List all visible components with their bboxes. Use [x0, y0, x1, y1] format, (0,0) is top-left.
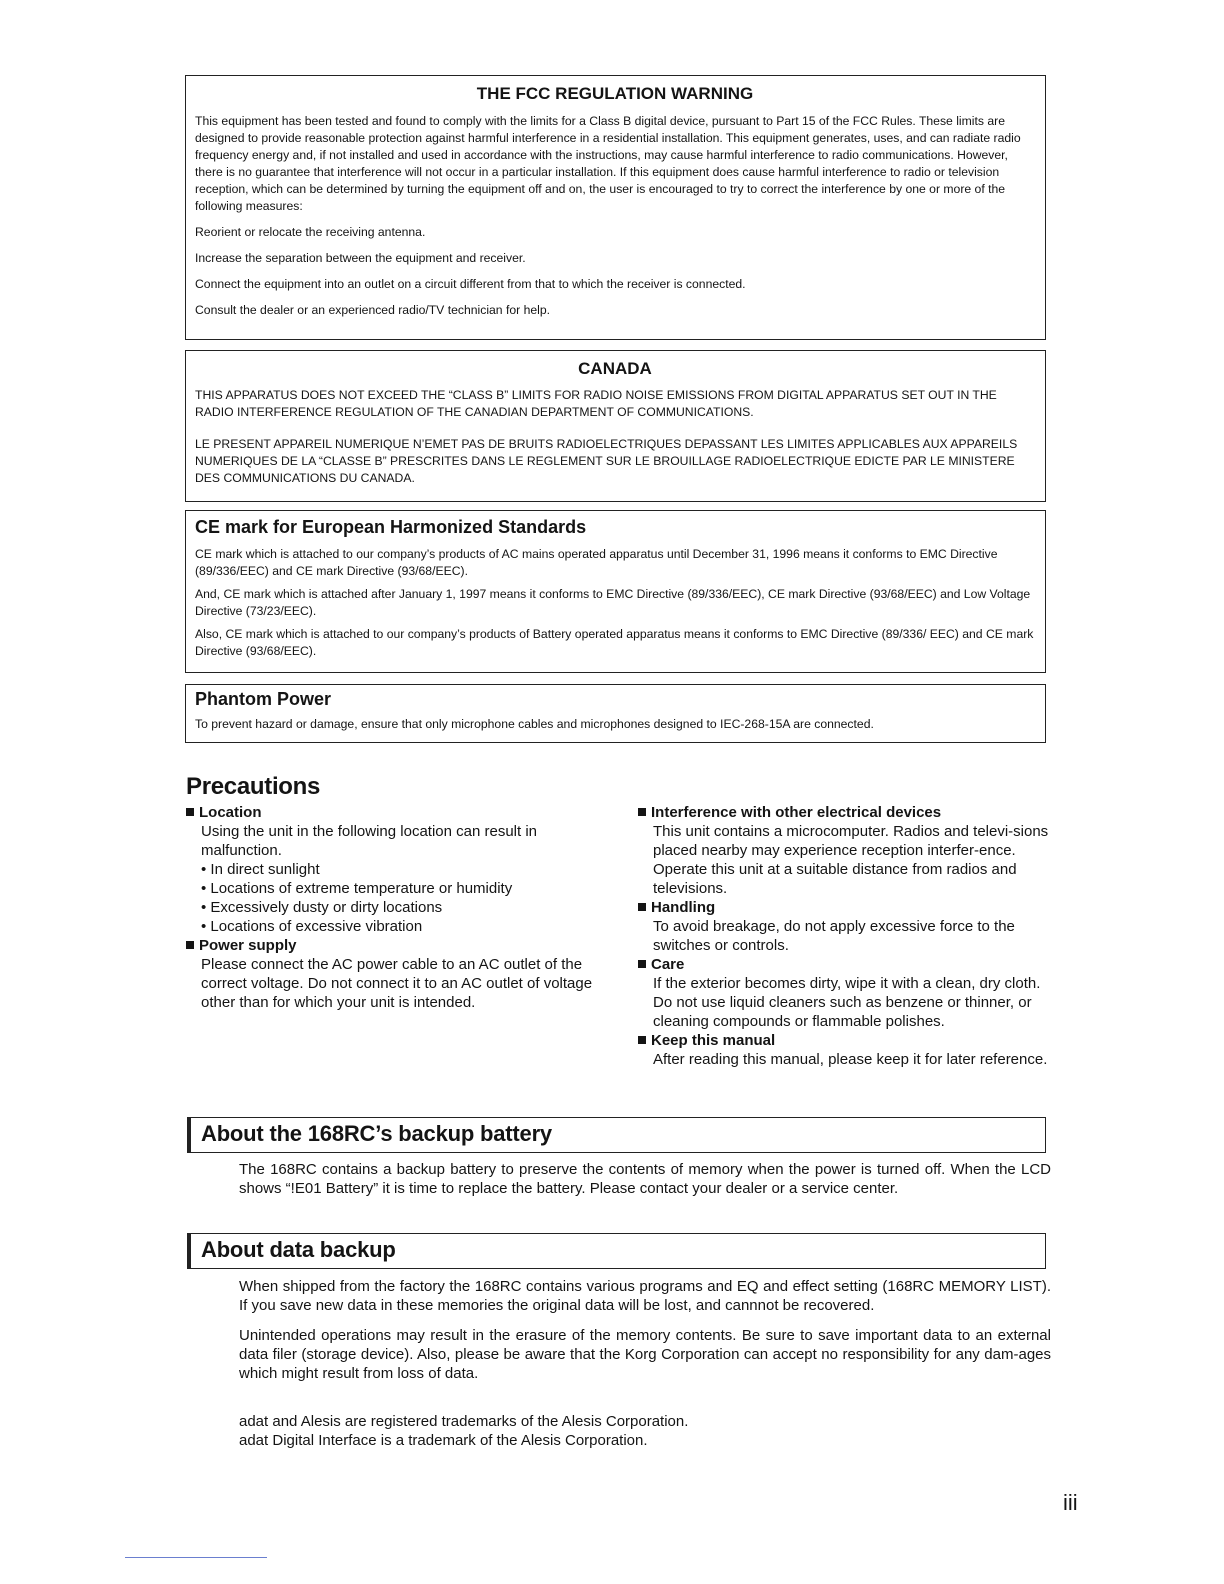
canada-french: LE PRESENT APPAREIL NUMERIQUE N’EMET PAS DE BRUITS RADIOELECTRIQUES DEPASSANT LES LIMITES APPLICABLES AUX APPAREILS NUMERIQUES DE LA “CLASSE B” PRESCRITES DANS LE REGLEMENT SUR LE BROUILLAGE RADIOELECTRIQUE EDICTE PAR LE MINISTERE DES COMMUNICATIONS DU CANADA. [195, 437, 1018, 485]
ce-paragraph: Also, CE mark which is attached to our company’s products of Battery operated apparatus means it conforms to EMC Directive (89/336/ EEC) and CE mark Directive (93/68/EEC). [195, 627, 1034, 658]
interference-text: This unit contains a microcomputer. Radios and televi-sions placed nearby may experience reception interfer-ence. Operate this unit at a suitable distance from radios and televisions. [653, 823, 1049, 897]
trademark-line: adat Digital Interface is a trademark of the Alesis Corporation. [239, 1432, 648, 1449]
canada-english: THIS APPARATUS DOES NOT EXCEED THE “CLASS B” LIMITS FOR RADIO NOISE EMISSIONS FROM DIGITAL APPARATUS SET OUT IN THE RADIO INTERFERENCE REGULATION OF THE CANADIAN DEPARTMENT OF COMMUNICATIONS. [195, 388, 997, 419]
data-backup-para2: Unintended operations may result in the erasure of the memory contents. Be sure to save important data to an external data filer (storage device). Also, please be aware that the Korg Corporation can accept no responsibility for any dam-ages which might result from loss of data. [239, 1327, 1051, 1382]
care-text: If the exterior becomes dirty, wipe it with a clean, dry cloth. Do not use liquid cleaners such as benzene or thinner, or cleaning compounds or flammable polishes. [653, 975, 1041, 1030]
canada-box [185, 350, 1046, 502]
location-heading [186, 803, 606, 822]
phantom-text: To prevent hazard or damage, ensure that only microphone cables and microphones designed to IEC-268-15A are connected. [195, 717, 874, 731]
precautions-title: Precautions [186, 773, 321, 800]
handling-heading [638, 898, 1058, 917]
handling-heading-label: Handling [651, 899, 716, 916]
data-backup-para1: When shipped from the factory the 168RC contains various programs and EQ and effect setting (168RC MEMORY LIST). If you save new data in these memories the original data will be lost, and cannnot be recovered. [239, 1278, 1051, 1314]
fcc-measure: Consult the dealer or an experienced radio/TV technician for help. [195, 303, 551, 317]
location-item: • In direct sunlight [201, 861, 320, 878]
location-heading-label: Location [199, 804, 262, 821]
precautions-left-column [186, 803, 606, 1012]
square-bullet-icon [638, 1036, 646, 1044]
fcc-measure: Connect the equipment into an outlet on a circuit different from that to which the receiver is connected. [195, 277, 746, 291]
square-bullet-icon [638, 808, 646, 816]
canada-title: CANADA [578, 359, 652, 378]
ce-paragraph: CE mark which is attached to our company’s products of AC mains operated apparatus until December 31, 1996 means it conforms to EMC Directive (89/336/EEC) and CE mark Directive (93/68/EEC). [195, 547, 998, 578]
keep-manual-heading [638, 1031, 1058, 1050]
power-supply-text: Please connect the AC power cable to an AC outlet of the correct voltage. Do not connect it to an AC outlet of voltage other than for which your unit is intended. [201, 956, 593, 1011]
keep-manual-heading-label: Keep this manual [651, 1032, 776, 1049]
location-text: Using the unit in the following location can result in malfunction. [201, 823, 538, 859]
keep-manual-text: After reading this manual, please keep it for later reference. [653, 1051, 1048, 1068]
fcc-intro: This equipment has been tested and found to comply with the limits for a Class B digital device, pursuant to Part 15 of the FCC Rules. These limits are designed to provide reasonable protection against harmful interference in a residential installation. This equipment generates, uses, and can radiate radio frequency energy and, if not installed and used in accordance with the instructions, may cause harmful interference to radio communications. However, there is no guarantee that interference will not occur in a particular installation. If this equipment does cause harmful interference to radio or television reception, which can be determined by turning the equipment off and on, the user is encouraged to try to correct the interference by one or more of the following measures: [195, 114, 1021, 213]
battery-title: About the 168RC’s backup battery [201, 1121, 552, 1146]
ce-paragraph: And, CE mark which is attached after January 1, 1997 means it conforms to EMC Directive (89/336/EEC), CE mark Directive (93/68/EEC) and Low Voltage Directive (73/23/EEC). [195, 587, 1031, 618]
precautions-right-column [638, 803, 1058, 1069]
square-bullet-icon [186, 941, 194, 949]
interference-heading [638, 803, 1058, 822]
power-supply-heading-label: Power supply [199, 937, 297, 954]
location-item: • Excessively dusty or dirty locations [201, 899, 443, 916]
square-bullet-icon [186, 808, 194, 816]
ce-mark-box [185, 510, 1046, 673]
square-bullet-icon [638, 903, 646, 911]
fcc-title: THE FCC REGULATION WARNING [476, 84, 754, 103]
phantom-power-box [185, 684, 1046, 743]
data-backup-section-banner [187, 1233, 1046, 1269]
location-item: • Locations of extreme temperature or humidity [201, 880, 513, 897]
footer-divider [125, 1557, 267, 1558]
page-number: iii [1063, 1490, 1078, 1515]
fcc-measure: Reorient or relocate the receiving antenna. [195, 225, 426, 239]
fcc-warning-box [185, 75, 1046, 340]
handling-text: To avoid breakage, do not apply excessive force to the switches or controls. [653, 918, 1015, 954]
square-bullet-icon [638, 960, 646, 968]
location-item: • Locations of excessive vibration [201, 918, 423, 935]
trademark-line: adat and Alesis are registered trademarks of the Alesis Corporation. [239, 1413, 689, 1430]
fcc-measure: Increase the separation between the equipment and receiver. [195, 251, 526, 265]
ce-title: CE mark for European Harmonized Standards [195, 517, 587, 537]
phantom-title: Phantom Power [195, 689, 332, 709]
power-supply-heading [186, 936, 606, 955]
data-backup-title: About data backup [201, 1237, 396, 1262]
care-heading-label: Care [651, 956, 685, 973]
battery-text: The 168RC contains a backup battery to preserve the contents of memory when the power is turned off. When the LCD shows “!E01 Battery” it is time to replace the battery. Please contact your dealer or a service center. [239, 1161, 1051, 1197]
battery-section-banner [187, 1117, 1046, 1153]
interference-heading-label: Interference with other electrical devices [651, 804, 942, 821]
care-heading [638, 955, 1058, 974]
